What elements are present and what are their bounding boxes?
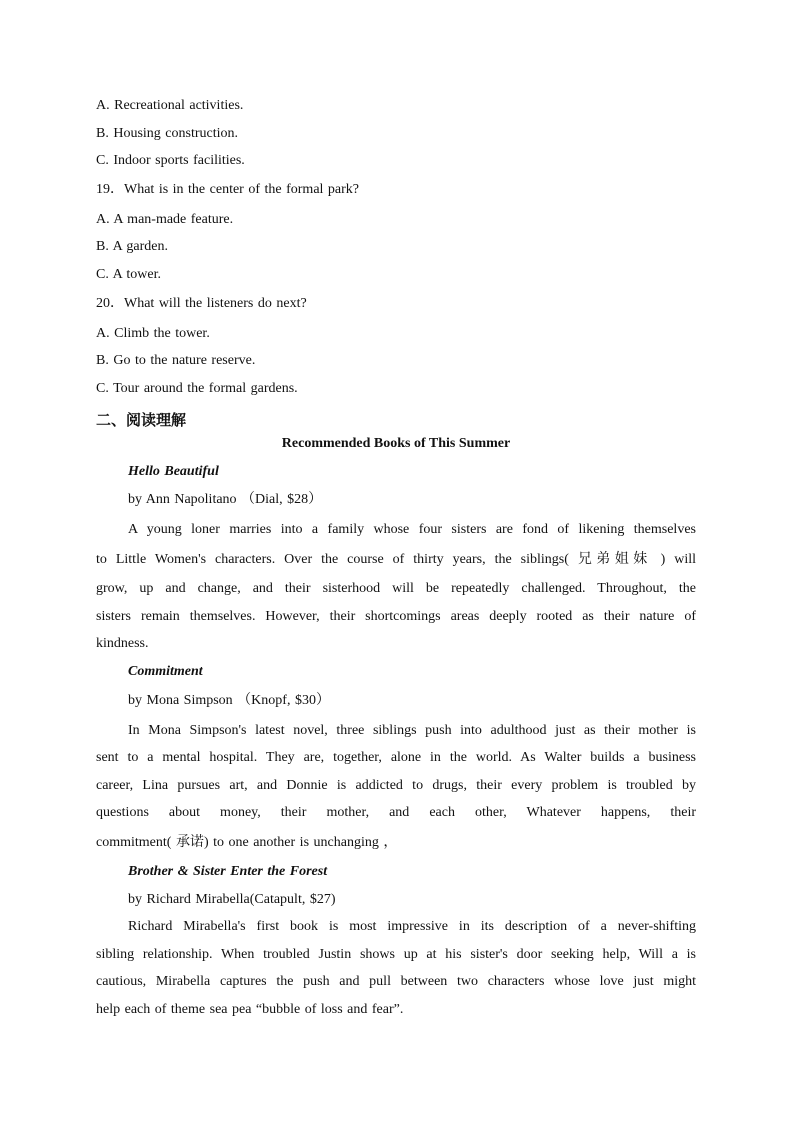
q20-option-b: B. Go to the nature reserve. — [96, 353, 256, 368]
book2-line-4: questions about money, their mother, and each other, Whatever happens, their — [96, 805, 696, 820]
q19-question: 19．What is in the center of the formal park? — [96, 182, 360, 197]
book-byline-commitment: by Mona Simpson （Knopf, $30） — [128, 693, 330, 708]
book-title-commitment: Commitment — [128, 664, 203, 679]
q20-option-c: C. Tour around the formal gardens. — [96, 381, 298, 396]
q18-option-a: A. Recreational activities. — [96, 98, 244, 113]
q19-option-a: A. A man-made feature. — [96, 212, 234, 227]
book1-line-4: sisters remain themselves. However, their shortcomings areas deeply rooted as their nature of — [96, 609, 696, 624]
book2-line-2: sent to a mental hospital. They are, together, alone in the world. As Walter builds a business — [96, 750, 696, 765]
passage-title: Recommended Books of This Summer — [281, 436, 511, 451]
book3-line-3: cautious, Mirabella captures the push and pull between two characters whose love just might — [96, 974, 696, 989]
book2-line-5 — [96, 833, 696, 852]
q18-option-c: C. Indoor sports facilities. — [96, 153, 245, 168]
book-byline-brother-sister: by Richard Mirabella(Catapult, $27) — [128, 892, 336, 907]
book1-gloss-siblings: 兄弟姐妹 — [577, 551, 652, 567]
book2-line-3: career, Lina pursues art, and Donnie is addicted to drugs, their every problem is troubled by — [96, 778, 696, 793]
book-byline-hello-beautiful: by Ann Napolitano （Dial, $28） — [128, 492, 323, 507]
book3-line-2: sibling relationship. When troubled Justin shows up at his sister's door seeking help, Will a is — [96, 947, 696, 962]
section-heading: 二、阅读理解 — [96, 411, 187, 429]
book3-line-1: Richard Mirabella's first book is most impressive in its description of a never-shifting — [128, 919, 696, 934]
q20-question: 20．What will the listeners do next? — [96, 296, 307, 311]
book2-line-1: In Mona Simpson's latest novel, three siblings push into adulthood just as their mother is — [128, 723, 696, 738]
q19-option-c: C. A tower. — [96, 267, 162, 282]
book3-line-4: help each of theme sea pea “bubble of loss and fear”. — [96, 1002, 404, 1017]
book1-line-1: A young loner marries into a family whose four sisters are fond of likening themselves — [128, 522, 696, 537]
q20-option-a: A. Climb the tower. — [96, 326, 210, 341]
book-title-brother-sister: Brother & Sister Enter the Forest — [128, 864, 328, 879]
book-title-hello-beautiful: Hello Beautiful — [128, 464, 219, 479]
book1-line-2-text: to Little Women's characters. Over the course of thirty years, the siblings( — [96, 552, 569, 567]
book2-gloss-commitment: 承诺 — [175, 834, 204, 850]
q19-option-b: B. A garden. — [96, 239, 168, 254]
book2-line-5-text: commitment( — [96, 835, 172, 850]
book1-line-3: grow, up and change, and their sisterhood will be repeatedly challenged. Throughout, the — [96, 581, 696, 596]
book1-line-5: kindness. — [96, 636, 149, 651]
book1-line-2 — [96, 550, 696, 568]
q18-option-b: B. Housing construction. — [96, 126, 238, 141]
book2-line-5-end: ) to one another is unchanging ， — [203, 835, 398, 850]
book1-line-2-end: ) will — [660, 552, 696, 567]
